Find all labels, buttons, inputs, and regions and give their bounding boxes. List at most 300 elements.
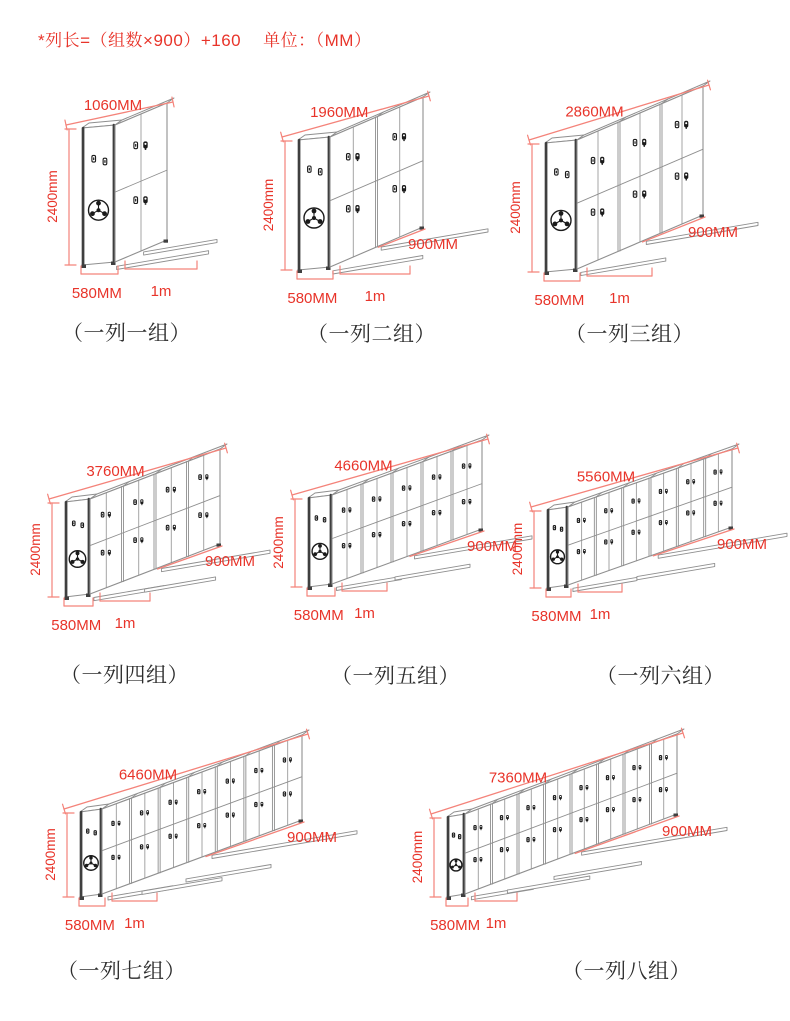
- door-handle-icon: [528, 839, 529, 841]
- door-handle-icon: [102, 514, 103, 516]
- lock-icon: [409, 486, 410, 487]
- door-handle-icon: [475, 827, 476, 829]
- cabinet-foot: [545, 272, 550, 276]
- handwheel-icon: [318, 219, 323, 224]
- door-handle-icon: [592, 159, 593, 161]
- lock-icon: [261, 803, 262, 804]
- door-handle-icon: [475, 859, 476, 861]
- door-handle-icon: [284, 793, 285, 795]
- depth-label: 580MM: [534, 292, 585, 309]
- lock-icon: [584, 522, 585, 523]
- door-handle-icon: [394, 136, 395, 139]
- lock-icon: [119, 859, 120, 860]
- floor-rail: [186, 865, 271, 883]
- rail-label: 1m: [485, 915, 507, 932]
- cabinet-drawing: [510, 430, 790, 666]
- door-handle-icon: [501, 849, 502, 851]
- lock-icon: [611, 512, 612, 513]
- lock-icon: [261, 769, 262, 770]
- diagram-caption: （一列四组）: [60, 664, 189, 687]
- lock-icon: [560, 831, 561, 832]
- cabinet-foot: [65, 597, 70, 601]
- door-handle-icon: [135, 539, 136, 541]
- lock-icon: [666, 791, 667, 792]
- door-handle-icon: [198, 825, 199, 827]
- lock-icon: [640, 769, 641, 770]
- lock-icon: [720, 470, 721, 471]
- lock-icon: [206, 479, 207, 480]
- door-handle-icon: [348, 156, 349, 159]
- lock-icon: [206, 517, 207, 518]
- lock-icon: [206, 513, 207, 514]
- lock-icon: [613, 808, 614, 809]
- floor-rail: [145, 577, 216, 592]
- diagram-7: [30, 722, 398, 958]
- handwheel-icon: [560, 558, 563, 561]
- handwheel-icon: [451, 866, 454, 869]
- lock-icon: [174, 530, 175, 531]
- depth-label: 580MM: [71, 285, 122, 302]
- end-panel: [82, 125, 115, 265]
- lock-icon: [147, 811, 148, 812]
- lock-icon: [601, 210, 603, 212]
- door-handle-icon: [433, 476, 434, 478]
- lock-icon: [666, 759, 667, 760]
- lock-icon: [644, 197, 645, 198]
- lock-icon: [119, 825, 120, 826]
- cabinet-drawing: [505, 86, 790, 322]
- door-handle-icon: [459, 836, 460, 838]
- floor-rail: [395, 564, 470, 580]
- lock-icon: [560, 828, 561, 829]
- height-label: 2400mm: [271, 516, 286, 569]
- rail-label: 1m: [364, 288, 386, 305]
- lock-icon: [233, 779, 234, 780]
- door-handle-icon: [501, 817, 502, 819]
- end-panel: [308, 495, 332, 587]
- height-label: 2400mm: [510, 522, 525, 576]
- lock-icon: [379, 497, 380, 498]
- lock-icon: [109, 551, 110, 552]
- door-handle-icon: [73, 522, 74, 524]
- cabinet-foot: [164, 240, 169, 243]
- lock-icon: [176, 834, 177, 835]
- lock-icon: [587, 789, 588, 790]
- length-label: 3760MM: [86, 462, 145, 480]
- lock-icon: [141, 542, 142, 543]
- lock-icon: [141, 500, 142, 501]
- track-label: 900MM: [716, 536, 768, 553]
- lock-icon: [147, 849, 148, 850]
- track-label: 900MM: [687, 224, 739, 241]
- lock-icon: [174, 492, 175, 493]
- depth-label: 580MM: [430, 917, 481, 934]
- door-handle-icon: [87, 830, 88, 832]
- lock-icon: [586, 818, 587, 819]
- rail-label: 1m: [124, 915, 145, 932]
- lock-icon: [611, 540, 612, 541]
- lock-icon: [379, 501, 380, 502]
- end-panel: [65, 499, 90, 597]
- lock-icon: [469, 464, 470, 465]
- lock-icon: [144, 198, 146, 200]
- handwheel-icon: [312, 209, 317, 214]
- lock-icon: [685, 174, 687, 176]
- track-label: 900MM: [286, 829, 338, 846]
- lock-icon: [357, 160, 358, 161]
- end-panel: [298, 137, 330, 270]
- door-handle-icon: [102, 552, 103, 554]
- lock-icon: [349, 548, 350, 549]
- door-handle-icon: [567, 173, 568, 175]
- lock-icon: [469, 500, 470, 501]
- lock-icon: [349, 544, 350, 545]
- rail-label: 1m: [589, 606, 611, 623]
- door-handle-icon: [403, 487, 404, 489]
- lock-icon: [409, 522, 410, 523]
- door-handle-icon: [200, 476, 201, 478]
- cabinet-foot: [82, 265, 87, 269]
- door-handle-icon: [348, 208, 349, 211]
- lock-icon: [109, 555, 110, 556]
- door-handle-icon: [660, 757, 661, 759]
- lock-icon: [349, 508, 350, 509]
- lock-icon: [666, 521, 667, 522]
- handwheel-icon: [458, 866, 461, 869]
- lock-icon: [586, 786, 587, 787]
- door-handle-icon: [463, 501, 464, 503]
- cabinet-foot: [547, 588, 552, 592]
- lock-icon: [587, 821, 588, 822]
- handwheel-icon: [89, 856, 92, 859]
- lock-icon: [233, 813, 234, 814]
- door-handle-icon: [135, 144, 136, 147]
- lock-icon: [601, 158, 603, 160]
- handwheel-icon: [318, 544, 322, 548]
- lock-icon: [176, 800, 177, 801]
- lock-icon: [666, 493, 667, 494]
- depth-label: 580MM: [51, 617, 102, 634]
- track-label: 900MM: [661, 823, 713, 840]
- door-handle-icon: [309, 168, 310, 171]
- door-handle-icon: [343, 509, 344, 511]
- door-handle-icon: [581, 787, 582, 789]
- lock-icon: [357, 212, 358, 213]
- lock-icon: [439, 475, 440, 476]
- lock-icon: [204, 824, 205, 825]
- lock-icon: [507, 816, 508, 817]
- door-handle-icon: [316, 517, 317, 519]
- diagram-caption: （一列三组）: [565, 323, 694, 346]
- handwheel-icon: [556, 550, 559, 553]
- lock-icon: [613, 776, 614, 777]
- door-handle-icon: [135, 501, 136, 503]
- lock-icon: [349, 512, 350, 513]
- handwheel-icon: [565, 222, 570, 227]
- diagram-caption: （一列二组）: [307, 323, 436, 346]
- lock-icon: [666, 756, 667, 757]
- door-handle-icon: [394, 188, 395, 191]
- lock-icon: [534, 841, 535, 842]
- lock-icon: [174, 488, 175, 489]
- lock-icon: [640, 801, 641, 802]
- lock-icon: [469, 468, 470, 469]
- lock-icon: [403, 134, 405, 136]
- lock-icon: [145, 203, 147, 204]
- end-panel: [547, 507, 568, 588]
- length-label: 4660MM: [334, 457, 393, 475]
- door-handle-icon: [687, 481, 688, 483]
- door-handle-icon: [198, 791, 199, 793]
- door-handle-icon: [554, 797, 555, 799]
- lock-icon: [469, 504, 470, 505]
- door-handle-icon: [554, 527, 555, 529]
- end-panel: [80, 809, 102, 897]
- door-handle-icon: [554, 829, 555, 831]
- lock-icon: [666, 490, 667, 491]
- end-panel: [545, 140, 577, 272]
- lock-icon: [439, 479, 440, 480]
- door-handle-icon: [167, 489, 168, 491]
- lock-icon: [693, 483, 694, 484]
- door-handle-icon: [634, 799, 635, 801]
- lock-icon: [584, 553, 585, 554]
- lock-icon: [141, 504, 142, 505]
- door-handle-icon: [660, 789, 661, 791]
- lock-icon: [638, 499, 639, 500]
- lock-icon: [403, 186, 405, 188]
- lock-icon: [118, 856, 119, 857]
- door-handle-icon: [592, 211, 593, 213]
- lock-icon: [693, 511, 694, 512]
- diagram-4: [12, 430, 270, 666]
- door-handle-icon: [167, 527, 168, 529]
- lock-icon: [639, 798, 640, 799]
- lock-icon: [611, 509, 612, 510]
- lock-icon: [261, 806, 262, 807]
- cabinet-drawing: [395, 722, 790, 958]
- lock-icon: [147, 815, 148, 816]
- lock-icon: [409, 526, 410, 527]
- door-handle-icon: [581, 819, 582, 821]
- lock-icon: [144, 143, 146, 145]
- door-handle-icon: [715, 502, 716, 504]
- diagram-8: [395, 722, 790, 958]
- door-handle-icon: [453, 834, 454, 836]
- lock-icon: [560, 796, 561, 797]
- diagram-caption: （一列七组）: [57, 960, 186, 983]
- diagram-caption: （一列六组）: [596, 665, 725, 688]
- length-label: 6460MM: [118, 766, 178, 784]
- lock-icon: [507, 819, 508, 820]
- side-face: [465, 734, 677, 894]
- lock-icon: [686, 179, 687, 180]
- cabinet-foot: [447, 897, 452, 901]
- door-handle-icon: [403, 523, 404, 525]
- formula-text: *列长=（组数×900）+160: [38, 31, 242, 50]
- handwheel-icon: [323, 552, 327, 556]
- lock-icon: [560, 799, 561, 800]
- lock-icon: [118, 822, 119, 823]
- door-handle-icon: [687, 512, 688, 514]
- lock-icon: [403, 192, 404, 193]
- door-handle-icon: [373, 534, 374, 536]
- lock-icon: [507, 851, 508, 852]
- door-handle-icon: [320, 171, 321, 174]
- handwheel-icon: [553, 222, 558, 227]
- door-handle-icon: [433, 512, 434, 514]
- door-handle-icon: [634, 767, 635, 769]
- diagram-caption: （一列八组）: [562, 960, 691, 983]
- door-handle-icon: [227, 780, 228, 782]
- lock-icon: [685, 122, 687, 124]
- door-handle-icon: [170, 835, 171, 837]
- handwheel-icon: [90, 211, 95, 216]
- door-handle-icon: [104, 160, 105, 163]
- lock-icon: [439, 511, 440, 512]
- cabinet-foot: [298, 270, 303, 274]
- floor-rail: [637, 563, 715, 579]
- rail-label: 1m: [114, 615, 136, 632]
- track-label: 900MM: [407, 236, 459, 253]
- lock-icon: [534, 809, 535, 810]
- height-label: 2400mm: [28, 523, 43, 576]
- lock-icon: [403, 140, 404, 141]
- end-panel: [447, 814, 465, 897]
- door-handle-icon: [255, 770, 256, 772]
- lock-icon: [693, 480, 694, 481]
- lock-icon: [356, 154, 358, 156]
- height-label: 2400mm: [508, 181, 523, 234]
- track-label: 900MM: [466, 538, 518, 555]
- page-title: [38, 26, 371, 51]
- handwheel-icon: [76, 551, 80, 555]
- lock-icon: [141, 538, 142, 539]
- door-handle-icon: [82, 524, 83, 526]
- handwheel-icon: [313, 552, 317, 556]
- height-label: 2400mm: [410, 830, 425, 884]
- lock-icon: [480, 858, 481, 859]
- lock-icon: [379, 533, 380, 534]
- handwheel-icon: [306, 219, 311, 224]
- door-handle-icon: [605, 541, 606, 543]
- depth-label: 580MM: [287, 290, 338, 307]
- lock-icon: [721, 505, 722, 506]
- length-label: 1060MM: [83, 96, 143, 114]
- lock-icon: [533, 806, 534, 807]
- door-handle-icon: [607, 777, 608, 779]
- lock-icon: [480, 826, 481, 827]
- height-label: 2400mm: [261, 178, 276, 232]
- door-handle-icon: [200, 514, 201, 516]
- handwheel-icon: [102, 211, 107, 216]
- handwheel-icon: [81, 560, 85, 564]
- depth-label: 580MM: [293, 607, 344, 624]
- lock-icon: [204, 793, 205, 794]
- door-handle-icon: [561, 528, 562, 530]
- depth-label: 580MM: [64, 917, 115, 934]
- lock-icon: [693, 515, 694, 516]
- lock-icon: [613, 779, 614, 780]
- handwheel-icon: [71, 560, 75, 564]
- diagram-5: [272, 430, 534, 666]
- door-handle-icon: [141, 846, 142, 848]
- lock-icon: [176, 804, 177, 805]
- diagram-3: [505, 86, 790, 322]
- lock-icon: [409, 490, 410, 491]
- lock-icon: [481, 861, 482, 862]
- door-handle-icon: [660, 491, 661, 493]
- lock-icon: [481, 829, 482, 830]
- door-handle-icon: [578, 520, 579, 522]
- lock-icon: [109, 517, 110, 518]
- door-handle-icon: [227, 814, 228, 816]
- length-label: 5560MM: [576, 468, 636, 486]
- cabinet-drawing: [30, 86, 262, 322]
- lock-icon: [290, 796, 291, 797]
- lock-icon: [204, 827, 205, 828]
- door-handle-icon: [141, 812, 142, 814]
- lock-icon: [721, 474, 722, 475]
- rail-label: 1m: [354, 605, 375, 622]
- lock-icon: [686, 127, 687, 128]
- lock-icon: [109, 513, 110, 514]
- lock-icon: [290, 758, 291, 759]
- door-handle-icon: [324, 519, 325, 521]
- lock-icon: [602, 215, 603, 216]
- diagram-caption: （一列一组）: [62, 322, 191, 345]
- cabinet-drawing: [272, 430, 534, 666]
- diagram-1: [30, 86, 262, 322]
- door-handle-icon: [170, 801, 171, 803]
- door-handle-icon: [113, 823, 114, 825]
- lock-icon: [584, 519, 585, 520]
- diagram-caption: （一列五组）: [331, 665, 460, 688]
- length-label: 2860MM: [565, 103, 624, 121]
- lock-icon: [639, 534, 640, 535]
- door-handle-icon: [113, 857, 114, 859]
- lock-icon: [533, 838, 534, 839]
- lock-icon: [290, 792, 291, 793]
- floor-rail: [554, 862, 641, 880]
- handwheel-icon: [85, 864, 88, 867]
- lock-icon: [204, 790, 205, 791]
- lock-icon: [147, 845, 148, 846]
- lock-icon: [613, 811, 614, 812]
- track-label: 900MM: [204, 553, 256, 570]
- door-handle-icon: [95, 832, 96, 834]
- cabinet-drawing: [262, 86, 500, 322]
- floor-rail: [507, 876, 589, 893]
- door-handle-icon: [605, 510, 606, 512]
- handwheel-icon: [96, 201, 101, 206]
- handwheel-icon: [552, 558, 555, 561]
- door-handle-icon: [676, 123, 677, 125]
- door-handle-icon: [634, 193, 635, 195]
- door-handle-icon: [255, 804, 256, 806]
- lock-icon: [644, 145, 645, 146]
- door-handle-icon: [556, 171, 557, 173]
- lock-icon: [206, 475, 207, 476]
- door-handle-icon: [343, 545, 344, 547]
- cabinet-drawing: [12, 430, 270, 666]
- lock-icon: [639, 503, 640, 504]
- lock-icon: [611, 544, 612, 545]
- door-handle-icon: [633, 531, 634, 533]
- door-handle-icon: [284, 759, 285, 761]
- lock-icon: [176, 838, 177, 839]
- lock-icon: [643, 192, 645, 194]
